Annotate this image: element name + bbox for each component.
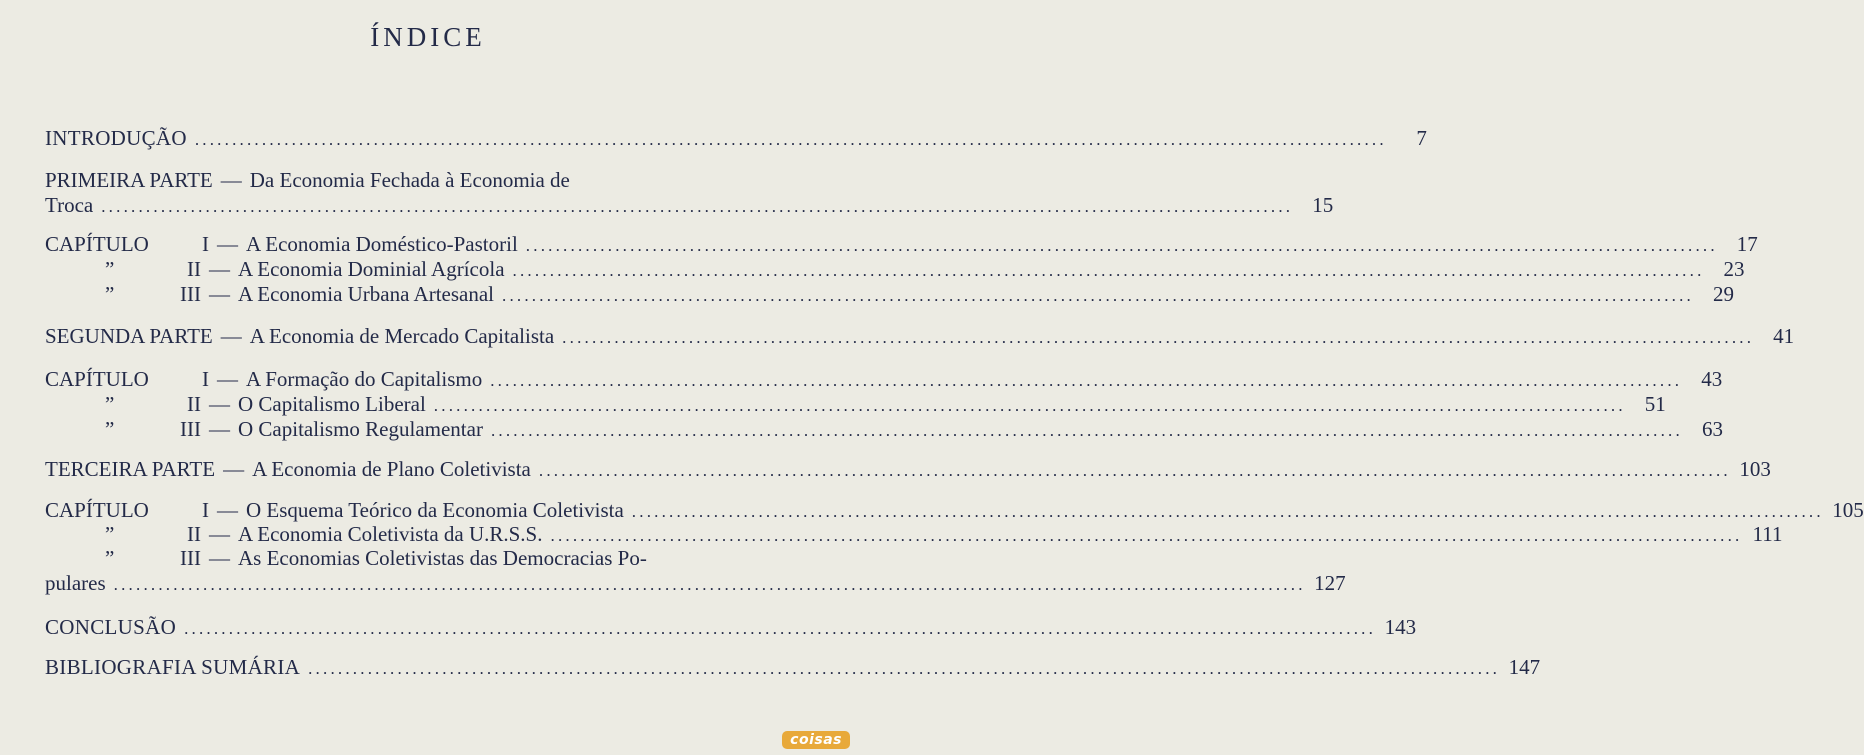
watermark-logo: coisas: [782, 731, 850, 749]
roman-numeral: II: [187, 522, 201, 546]
dot-leader: ................................................................................................................................................................: [562, 328, 1755, 347]
ditto-mark: ”: [105, 392, 115, 416]
page-number: 41: [1773, 324, 1795, 348]
chapter-prefix: CAPÍTULO: [45, 232, 149, 256]
dot-leader: ................................................................................................................................................................: [490, 421, 1683, 440]
ditto-mark: ”: [105, 417, 115, 441]
page-number: 103: [1739, 457, 1771, 481]
page-number: 63: [1701, 417, 1723, 441]
page-number: 29: [1713, 282, 1734, 306]
dot-leader: ................................................................................................................................................................: [502, 286, 1694, 305]
dot-leader: ................................................................................................................................................................: [308, 659, 1501, 678]
dash: —: [209, 546, 230, 570]
dash: —: [209, 257, 230, 281]
toc-entry-chapter[interactable]: [45, 498, 1864, 523]
page-number: 43: [1701, 367, 1723, 391]
toc-entry-conclusion[interactable]: [45, 615, 1417, 640]
ditto-mark: ”: [105, 257, 115, 281]
roman-numeral: II: [187, 257, 201, 281]
roman-numeral: III: [180, 417, 201, 441]
dash: —: [217, 367, 238, 391]
page-number: 147: [1508, 655, 1541, 679]
entry-label: CONCLUSÃO: [45, 615, 177, 639]
dash: —: [220, 168, 242, 192]
chapter-prefix: CAPÍTULO: [45, 498, 149, 522]
toc-entry-part-three[interactable]: [45, 457, 1771, 482]
toc-entry-chapter[interactable]: [45, 367, 1723, 392]
dot-leader: ................................................................................................................................................................: [550, 526, 1743, 545]
part-title-line2: Troca: [45, 193, 94, 217]
chapter-title: O Esquema Teórico da Economia Coletivista: [246, 498, 624, 522]
page-number: 143: [1384, 615, 1417, 639]
toc-entry-bibliography[interactable]: [45, 655, 1541, 680]
chapter-title-line2: pulares: [45, 571, 106, 595]
ditto-mark: ”: [105, 546, 115, 570]
toc-entry-chapter[interactable]: [45, 417, 1723, 442]
toc-entry-part-one[interactable]: [45, 168, 1334, 218]
chapter-title: A Economia Coletivista da U.R.S.S.: [238, 522, 543, 546]
toc-entry-chapter[interactable]: [45, 282, 1734, 307]
roman-numeral: I: [202, 232, 209, 256]
dot-leader: ................................................................................................................................................................: [538, 461, 1731, 480]
chapter-title: A Formação do Capitalismo: [246, 367, 483, 391]
page-number: 23: [1723, 257, 1745, 281]
dot-leader: ................................................................................................................................................................: [631, 502, 1824, 521]
chapter-title: O Capitalismo Liberal: [238, 392, 426, 416]
part-title: A Economia de Mercado Capitalista: [249, 324, 555, 348]
dot-leader: ................................................................................................................................................................: [525, 236, 1718, 255]
page-number: 127: [1314, 571, 1346, 595]
toc-entry-chapter[interactable]: [45, 546, 1346, 596]
part-title-line1: Da Economia Fechada à Economia de: [249, 168, 570, 192]
roman-numeral: III: [180, 282, 201, 306]
dot-leader: ................................................................................................................................................................: [101, 197, 1294, 216]
ditto-mark: ”: [105, 282, 115, 306]
toc-entry-chapter[interactable]: [45, 392, 1666, 417]
roman-numeral: I: [202, 367, 209, 391]
chapter-prefix: CAPÍTULO: [45, 367, 149, 391]
chapter-title-line1: As Economias Coletivistas das Democracias Po-: [238, 546, 647, 570]
roman-numeral: III: [180, 546, 201, 570]
dash: —: [209, 522, 230, 546]
dot-leader: ................................................................................................................................................................: [433, 396, 1626, 415]
page-number: 17: [1736, 232, 1758, 256]
dot-leader: ................................................................................................................................................................: [490, 371, 1683, 390]
dot-leader: ................................................................................................................................................................: [184, 619, 1377, 638]
dash: —: [209, 282, 230, 306]
page-number: 51: [1644, 392, 1666, 416]
part-title: A Economia de Plano Coletivista: [252, 457, 531, 481]
dot-leader: ................................................................................................................................................................: [194, 130, 1387, 149]
dash: —: [217, 498, 238, 522]
page-number: 105: [1832, 498, 1864, 522]
dot-leader: ................................................................................................................................................................: [512, 261, 1705, 280]
dash: —: [223, 457, 245, 481]
roman-numeral: II: [187, 392, 201, 416]
ditto-mark: ”: [105, 522, 115, 546]
page-number: 7: [1416, 126, 1427, 150]
toc-entry-part-two[interactable]: [45, 324, 1795, 349]
page-number: 15: [1312, 193, 1334, 217]
dot-leader: ................................................................................................................................................................: [113, 575, 1306, 594]
page-number: 111: [1752, 522, 1783, 546]
chapter-title: A Economia Dominial Agrícola: [238, 257, 505, 281]
dash: —: [209, 392, 230, 416]
chapter-title: O Capitalismo Regulamentar: [238, 417, 483, 441]
toc-entry-chapter[interactable]: [45, 232, 1758, 257]
page-title: ÍNDICE: [370, 22, 486, 52]
toc-entry-introduction[interactable]: [45, 126, 1427, 151]
toc-entry-chapter[interactable]: [45, 257, 1745, 282]
toc-entry-chapter[interactable]: [45, 522, 1783, 547]
dash: —: [217, 232, 238, 256]
part-label: SEGUNDA PARTE: [45, 324, 213, 348]
entry-label: BIBLIOGRAFIA SUMÁRIA: [45, 655, 301, 679]
chapter-title: A Economia Doméstico-Pastoril: [246, 232, 518, 256]
entry-label: INTRODUÇÃO: [45, 126, 187, 150]
dash: —: [220, 324, 242, 348]
chapter-title: A Economia Urbana Artesanal: [238, 282, 494, 306]
roman-numeral: I: [202, 498, 209, 522]
dash: —: [209, 417, 230, 441]
part-label: TERCEIRA PARTE: [45, 457, 216, 481]
part-label: PRIMEIRA PARTE: [45, 168, 213, 192]
